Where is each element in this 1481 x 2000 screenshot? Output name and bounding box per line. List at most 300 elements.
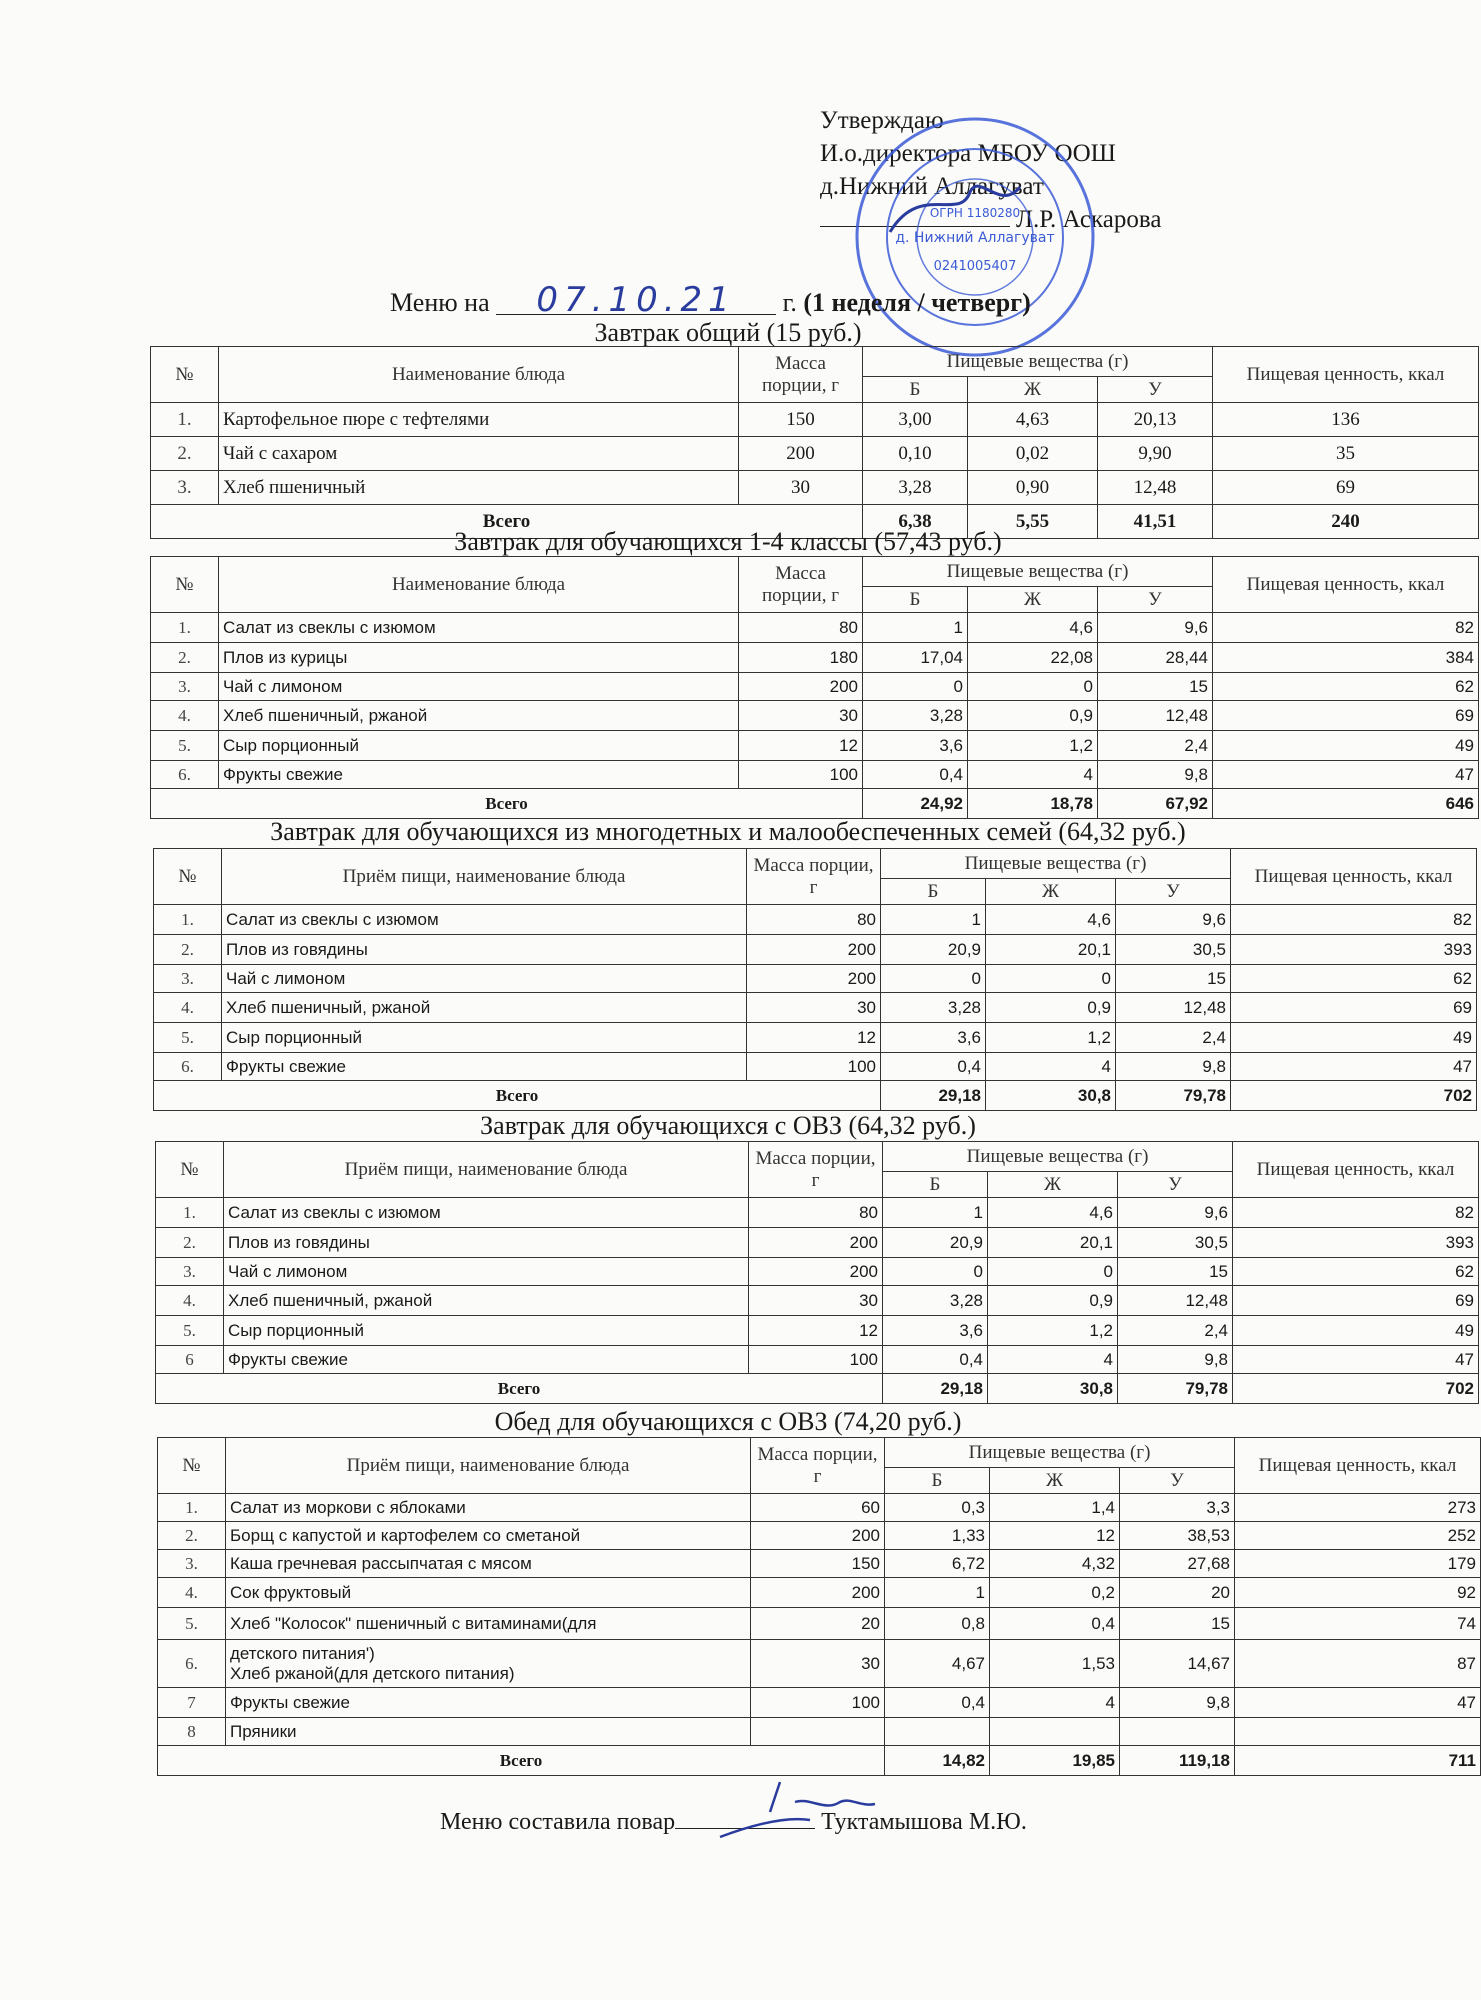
cell-kcal: 49 [1213, 731, 1479, 761]
cell-kcal: 74 [1235, 1608, 1481, 1640]
table-row [151, 673, 1479, 701]
cell-zh: 0,4 [990, 1608, 1120, 1640]
dish-name-text: Чай с сахаром [223, 442, 338, 464]
header-mass: Масса порции, г [739, 347, 863, 403]
cell-mass: 80 [749, 1198, 883, 1228]
dish-name [222, 1023, 747, 1053]
dish-name-text: Чай с лимоном [228, 1261, 348, 1281]
row-number: 6 [156, 1346, 224, 1374]
footer-name: Туктамышова М.Ю. [821, 1809, 1027, 1835]
cell-kcal [1235, 1718, 1481, 1746]
cell-kcal: 35 [1213, 437, 1479, 471]
menu-table [157, 1437, 1481, 1776]
table-row [151, 643, 1479, 673]
header-num: № [154, 849, 222, 905]
dish-name [219, 701, 739, 731]
cell-zh: 4,6 [986, 905, 1116, 935]
cell-zh: 0,9 [988, 1286, 1118, 1316]
cell-zh: 12 [990, 1522, 1120, 1550]
table-row [151, 403, 1479, 437]
cell-u: 9,6 [1116, 905, 1231, 935]
dish-name-text: Чай с лимоном [226, 968, 346, 988]
cell-kcal: 62 [1233, 1258, 1479, 1286]
header-kcal: Пищевая ценность, ккал [1213, 557, 1479, 613]
dish-name-text: Фрукты свежие [226, 1056, 346, 1076]
header-carbs: У [1098, 587, 1213, 613]
cell-b: 0,4 [883, 1346, 988, 1374]
cell-u: 9,90 [1098, 437, 1213, 471]
cell-kcal: 273 [1235, 1494, 1481, 1522]
total-row [156, 1374, 1479, 1404]
cell-zh: 4,6 [988, 1198, 1118, 1228]
cell-zh: 20,1 [986, 935, 1116, 965]
header-protein: Б [885, 1468, 990, 1494]
dish-name [219, 403, 739, 437]
dish-name [219, 613, 739, 643]
row-number: 3. [151, 673, 219, 701]
row-number: 2. [154, 935, 222, 965]
menu-table [153, 848, 1477, 1111]
cell-mass: 200 [747, 965, 881, 993]
dish-name [222, 935, 747, 965]
cell-kcal: 47 [1235, 1688, 1481, 1718]
cell-kcal: 393 [1233, 1228, 1479, 1258]
cell-zh: 22,08 [968, 643, 1098, 673]
header-dish-name: Приём пищи, наименование блюда [224, 1142, 749, 1198]
cell-u: 12,48 [1098, 701, 1213, 731]
dish-name-text: Салат из свеклы с изюмом [228, 1202, 441, 1222]
cell-kcal: 136 [1213, 403, 1479, 437]
table-row [151, 613, 1479, 643]
cell-u: 20 [1120, 1578, 1235, 1608]
approval-location: д.Нижний Аллагуват [820, 173, 1044, 200]
cell-b: 20,9 [883, 1228, 988, 1258]
table-row [151, 701, 1479, 731]
table-row [158, 1522, 1481, 1550]
table-row [156, 1346, 1479, 1374]
approval-title: Утверждаю [820, 107, 944, 134]
row-number: 1. [158, 1494, 226, 1522]
dish-name-text: Сыр порционный [223, 735, 359, 755]
cell-mass: 30 [739, 701, 863, 731]
cell-mass: 80 [739, 613, 863, 643]
cell-mass: 200 [739, 437, 863, 471]
table-row [156, 1228, 1479, 1258]
cell-b: 3,28 [863, 701, 968, 731]
cell-kcal: 62 [1213, 673, 1479, 701]
cell-mass: 200 [751, 1578, 885, 1608]
cell-u: 3,3 [1120, 1494, 1235, 1522]
row-number: 2. [158, 1522, 226, 1550]
dish-name-text: Борщ с капустой и картофелем со сметаной [230, 1525, 581, 1545]
dish-name [219, 437, 739, 471]
total-b: 29,18 [881, 1081, 986, 1111]
cell-zh: 1,2 [968, 731, 1098, 761]
cell-mass: 180 [739, 643, 863, 673]
total-b: 14,82 [885, 1746, 990, 1776]
total-row [151, 789, 1479, 819]
cell-mass: 60 [751, 1494, 885, 1522]
cell-u: 20,13 [1098, 403, 1213, 437]
cell-b: 4,67 [885, 1640, 990, 1688]
cell-u: 9,8 [1120, 1688, 1235, 1718]
cell-mass: 200 [751, 1522, 885, 1550]
table-row [154, 905, 1477, 935]
cell-zh: 4 [990, 1688, 1120, 1718]
cell-b: 0,8 [885, 1608, 990, 1640]
total-label: Всего [154, 1081, 881, 1111]
cell-mass: 30 [747, 993, 881, 1023]
table-row [151, 731, 1479, 761]
cell-b: 0 [863, 673, 968, 701]
dish-name [222, 993, 747, 1023]
cell-mass: 100 [749, 1346, 883, 1374]
header-kcal: Пищевая ценность, ккал [1231, 849, 1477, 905]
cell-u: 9,8 [1116, 1053, 1231, 1081]
dish-name [219, 761, 739, 789]
row-number: 6. [158, 1640, 226, 1688]
cell-zh: 1,4 [990, 1494, 1120, 1522]
menu-table [150, 346, 1479, 539]
table-row [158, 1494, 1481, 1522]
row-number: 2. [151, 437, 219, 471]
total-u: 41,51 [1098, 505, 1213, 539]
table-row [158, 1718, 1481, 1746]
cell-b: 20,9 [881, 935, 986, 965]
table-row [154, 965, 1477, 993]
menu-week: (1 неделя / четверг) [803, 288, 1031, 317]
header-carbs: У [1116, 879, 1231, 905]
dish-name-text: Хлеб ржаной(для детского питания) [230, 1663, 515, 1683]
cell-zh: 0 [968, 673, 1098, 701]
cell-mass: 200 [749, 1228, 883, 1258]
cell-mass: 80 [747, 905, 881, 935]
table-row [151, 437, 1479, 471]
cell-u: 9,8 [1098, 761, 1213, 789]
cell-b: 3,6 [863, 731, 968, 761]
cell-mass: 100 [739, 761, 863, 789]
dish-name [224, 1346, 749, 1374]
header-carbs: У [1098, 377, 1213, 403]
row-number: 2. [156, 1228, 224, 1258]
table-row [151, 471, 1479, 505]
stamp-code2: 0241005407 [933, 259, 1017, 274]
dish-name [226, 1640, 751, 1688]
total-label: Всего [151, 789, 863, 819]
cell-zh: 4 [968, 761, 1098, 789]
cell-b: 3,6 [883, 1316, 988, 1346]
row-number: 5. [156, 1316, 224, 1346]
row-number: 1. [156, 1198, 224, 1228]
dish-name [226, 1494, 751, 1522]
footer-prefix: Меню составила повар [440, 1809, 676, 1835]
dish-name-text: Хлеб пшеничный [223, 476, 366, 498]
cell-zh [990, 1718, 1120, 1746]
cell-mass: 12 [749, 1316, 883, 1346]
table-row [156, 1316, 1479, 1346]
cell-mass: 20 [751, 1608, 885, 1640]
cell-mass: 150 [739, 403, 863, 437]
dish-name [219, 731, 739, 761]
header-fat: Ж [988, 1172, 1118, 1198]
row-number: 5. [151, 731, 219, 761]
stamp-code1: ОГРН 1180280 [929, 206, 1021, 220]
cell-kcal: 69 [1213, 471, 1479, 505]
cell-kcal: 69 [1213, 701, 1479, 731]
cell-b: 0 [881, 965, 986, 993]
cell-kcal: 252 [1235, 1522, 1481, 1550]
table-row [158, 1550, 1481, 1578]
cell-b: 0,4 [885, 1688, 990, 1718]
header-protein: Б [863, 377, 968, 403]
table-row [154, 1053, 1477, 1081]
cell-kcal: 47 [1213, 761, 1479, 789]
approval-signer: Л.Р. Аскарова [1016, 206, 1162, 233]
cell-u: 30,5 [1116, 935, 1231, 965]
total-zh: 18,78 [968, 789, 1098, 819]
cell-b: 0,4 [863, 761, 968, 789]
total-kcal: 702 [1231, 1081, 1477, 1111]
section-title: Завтрак для обучающихся 1-4 классы (57,43 руб.) [454, 527, 1002, 556]
cell-u: 15 [1098, 673, 1213, 701]
header-fat: Ж [986, 879, 1116, 905]
cell-b: 0 [883, 1258, 988, 1286]
cell-kcal: 82 [1233, 1198, 1479, 1228]
row-number: 5. [154, 1023, 222, 1053]
table-row [158, 1640, 1481, 1688]
dish-name-text: Хлеб пшеничный, ржаной [228, 1290, 433, 1310]
cell-zh: 1,2 [988, 1316, 1118, 1346]
table-row [154, 1023, 1477, 1053]
row-number: 8 [158, 1718, 226, 1746]
cell-mass: 100 [747, 1053, 881, 1081]
header-protein: Б [881, 879, 986, 905]
cell-zh: 0 [986, 965, 1116, 993]
approval-position: И.о.директора МБОУ ООШ [820, 140, 1116, 167]
section-title: Завтрак для обучающихся с ОВЗ (64,32 руб.) [480, 1111, 976, 1140]
dish-name [224, 1316, 749, 1346]
total-zh: 30,8 [986, 1081, 1116, 1111]
section-title: Завтрак общий (15 руб.) [594, 318, 862, 347]
cell-kcal: 69 [1233, 1286, 1479, 1316]
header-dish-name: Наименование блюда [219, 557, 739, 613]
dish-name [224, 1286, 749, 1316]
total-zh: 30,8 [988, 1374, 1118, 1404]
cell-mass: 100 [751, 1688, 885, 1718]
cell-kcal: 92 [1235, 1578, 1481, 1608]
row-number: 4. [156, 1286, 224, 1316]
row-number: 4. [151, 701, 219, 731]
cell-kcal: 49 [1231, 1023, 1477, 1053]
row-number: 3. [151, 471, 219, 505]
total-label: Всего [151, 505, 863, 539]
menu-table [155, 1141, 1479, 1404]
total-zh: 5,55 [968, 505, 1098, 539]
cell-zh: 4 [988, 1346, 1118, 1374]
cell-mass: 30 [751, 1640, 885, 1688]
table-row [154, 935, 1477, 965]
cell-zh: 4 [986, 1053, 1116, 1081]
header-mass: Масса порции, г [747, 849, 881, 905]
cell-u: 30,5 [1118, 1228, 1233, 1258]
row-number: 4. [154, 993, 222, 1023]
table-row [158, 1688, 1481, 1718]
header-nutrients: Пищевые вещества (г) [863, 557, 1213, 587]
dish-name [226, 1578, 751, 1608]
total-b: 24,92 [863, 789, 968, 819]
cell-u: 9,6 [1118, 1198, 1233, 1228]
cell-mass: 30 [749, 1286, 883, 1316]
dish-name-text: Сыр порционный [226, 1027, 362, 1047]
cell-kcal: 49 [1233, 1316, 1479, 1346]
dish-name-text: Сыр порционный [228, 1320, 364, 1340]
row-number: 3. [154, 965, 222, 993]
cell-kcal: 47 [1233, 1346, 1479, 1374]
header-nutrients: Пищевые вещества (г) [883, 1142, 1233, 1172]
cell-kcal: 393 [1231, 935, 1477, 965]
cell-b: 1 [885, 1578, 990, 1608]
cell-u: 2,4 [1118, 1316, 1233, 1346]
cell-u: 9,6 [1098, 613, 1213, 643]
dish-name-text: Фрукты свежие [228, 1349, 348, 1369]
total-b: 29,18 [883, 1374, 988, 1404]
header-num: № [158, 1438, 226, 1494]
dish-name-text: Салат из моркови с яблоками [230, 1497, 466, 1517]
cell-kcal: 384 [1213, 643, 1479, 673]
cell-b: 1 [883, 1198, 988, 1228]
total-label: Всего [158, 1746, 885, 1776]
menu-header [390, 280, 1031, 320]
cell-u: 28,44 [1098, 643, 1213, 673]
cell-u: 27,68 [1120, 1550, 1235, 1578]
total-kcal: 711 [1235, 1746, 1481, 1776]
table-row [158, 1608, 1481, 1640]
cell-zh: 4,63 [968, 403, 1098, 437]
dish-name-text: Пряники [230, 1721, 297, 1741]
table-row [156, 1258, 1479, 1286]
header-dish-name: Приём пищи, наименование блюда [222, 849, 747, 905]
dish-name [226, 1522, 751, 1550]
dish-name [226, 1608, 751, 1640]
menu-date: 07.10.21 [496, 286, 776, 315]
cell-zh: 1,2 [986, 1023, 1116, 1053]
total-u: 67,92 [1098, 789, 1213, 819]
total-u: 119,18 [1120, 1746, 1235, 1776]
section-title: Обед для обучающихся с ОВЗ (74,20 руб.) [494, 1407, 962, 1436]
cell-zh: 0,2 [990, 1578, 1120, 1608]
dish-name-text: Плов из говядины [226, 939, 368, 959]
row-number: 6. [154, 1053, 222, 1081]
cell-b: 1 [881, 905, 986, 935]
header-mass: Масса порции, г [739, 557, 863, 613]
cell-zh: 0,9 [986, 993, 1116, 1023]
total-zh: 19,85 [990, 1746, 1120, 1776]
dish-name-text: Фрукты свежие [230, 1692, 350, 1712]
cell-mass: 12 [739, 731, 863, 761]
dish-name [226, 1688, 751, 1718]
dish-name-text: Картофельное пюре с тефтелями [223, 408, 490, 430]
cell-zh: 0,90 [968, 471, 1098, 505]
cell-u: 2,4 [1116, 1023, 1231, 1053]
header-num: № [151, 557, 219, 613]
header-carbs: У [1118, 1172, 1233, 1198]
cell-mass: 12 [747, 1023, 881, 1053]
header-kcal: Пищевая ценность, ккал [1233, 1142, 1479, 1198]
cell-b: 3,6 [881, 1023, 986, 1053]
header-num: № [156, 1142, 224, 1198]
dish-name-text: Чай с лимоном [223, 676, 343, 696]
dish-name-text: Плов из говядины [228, 1232, 370, 1252]
row-number: 1. [151, 613, 219, 643]
cell-kcal: 82 [1213, 613, 1479, 643]
dish-name [224, 1258, 749, 1286]
dish-name-text: Сок фруктовый [230, 1582, 352, 1602]
dish-name-text: Хлеб "Колосок" пшеничный с витаминами(для [230, 1613, 597, 1633]
cell-zh: 1,53 [990, 1640, 1120, 1688]
dish-name [222, 965, 747, 993]
dish-name-text: Каша гречневая рассыпчатая с мясом [230, 1553, 532, 1573]
header-fat: Ж [990, 1468, 1120, 1494]
cell-kcal: 62 [1231, 965, 1477, 993]
cell-u: 12,48 [1118, 1286, 1233, 1316]
cell-u: 14,67 [1120, 1640, 1235, 1688]
table-row [156, 1198, 1479, 1228]
total-b: 6,38 [863, 505, 968, 539]
header-dish-name: Наименование блюда [219, 347, 739, 403]
row-number: 2. [151, 643, 219, 673]
cell-mass: 200 [747, 935, 881, 965]
cell-b: 1 [863, 613, 968, 643]
cell-b: 6,72 [885, 1550, 990, 1578]
total-u: 79,78 [1116, 1081, 1231, 1111]
dish-name [222, 1053, 747, 1081]
cell-b: 3,28 [881, 993, 986, 1023]
table-row [151, 761, 1479, 789]
row-number: 6. [151, 761, 219, 789]
cell-u: 12,48 [1098, 471, 1213, 505]
cell-kcal: 179 [1235, 1550, 1481, 1578]
cell-mass: 200 [739, 673, 863, 701]
header-dish-name: Приём пищи, наименование блюда [226, 1438, 751, 1494]
dish-name-text: Хлеб пшеничный, ржаной [223, 705, 428, 725]
dish-name [224, 1228, 749, 1258]
header-nutrients: Пищевые вещества (г) [881, 849, 1231, 879]
header-mass: Масса порции, г [751, 1438, 885, 1494]
cell-mass [751, 1718, 885, 1746]
menu-table [150, 556, 1479, 819]
cell-b: 3,28 [883, 1286, 988, 1316]
table-row [156, 1286, 1479, 1316]
dish-name [224, 1198, 749, 1228]
header-mass: Масса порции, г [749, 1142, 883, 1198]
cell-zh: 20,1 [988, 1228, 1118, 1258]
cell-kcal: 87 [1235, 1640, 1481, 1688]
dish-name-text: Хлеб пшеничный, ржаной [226, 997, 431, 1017]
cell-u: 15 [1118, 1258, 1233, 1286]
cell-u [1120, 1718, 1235, 1746]
stamp-village: д. Нижний Аллагуват [895, 230, 1055, 246]
cell-b: 1,33 [885, 1522, 990, 1550]
dish-name-text: Салат из свеклы с изюмом [226, 909, 439, 929]
cell-b: 0,4 [881, 1053, 986, 1081]
table-row [158, 1578, 1481, 1608]
dish-name [226, 1718, 751, 1746]
cell-zh: 0 [988, 1258, 1118, 1286]
header-fat: Ж [968, 587, 1098, 613]
header-nutrients: Пищевые вещества (г) [885, 1438, 1235, 1468]
header-kcal: Пищевая ценность, ккал [1235, 1438, 1481, 1494]
dish-name-text: Плов из курицы [223, 647, 348, 667]
